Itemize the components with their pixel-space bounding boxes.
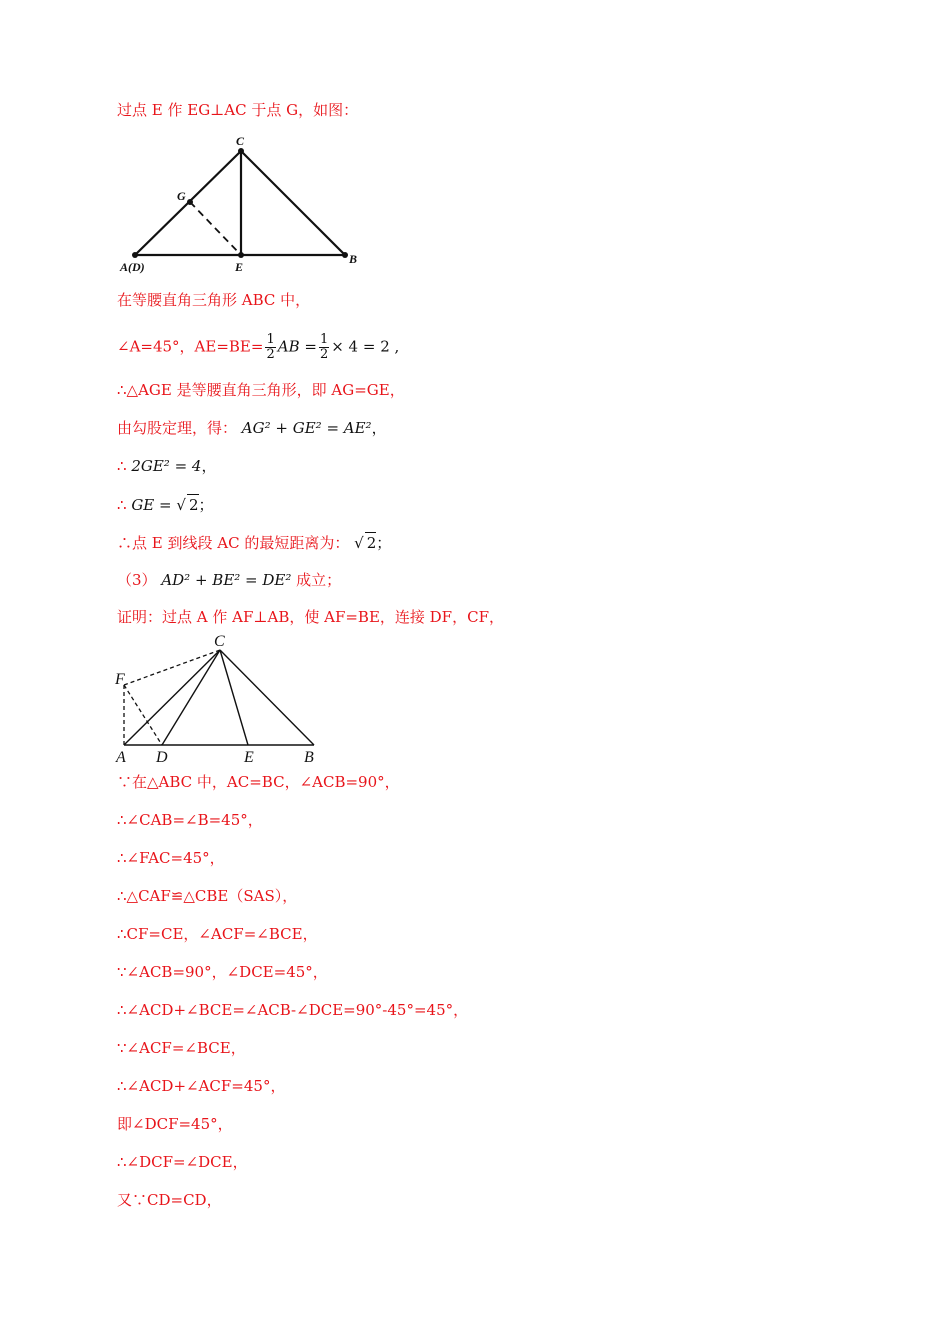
text-line-10: 证明：过点 A 作 AF⊥AB，使 AF=BE，连接 DF，CF， bbox=[117, 608, 504, 626]
ab-expr: AB = bbox=[277, 337, 317, 356]
label-c-2: C bbox=[214, 633, 225, 650]
pythagoras-expr: AG² + GE² = AE² bbox=[241, 419, 372, 437]
text-line-3 bbox=[117, 333, 399, 362]
label-a-2: A bbox=[116, 749, 126, 766]
figure-2-triangle bbox=[112, 630, 332, 770]
line3-text: ∠A=45°，AE=BE= bbox=[117, 337, 264, 356]
label-a-d: A(D) bbox=[120, 260, 145, 274]
eq-2ge: 2GE² = 4 bbox=[131, 457, 202, 475]
segment-fc-dashed bbox=[124, 650, 220, 685]
figure-1-triangle bbox=[115, 130, 375, 280]
text-line-19: ∴∠ACD+∠ACF=45°， bbox=[117, 1077, 286, 1095]
text-line-13: ∴∠FAC=45°， bbox=[117, 849, 225, 867]
text-line-12: ∴∠CAB=∠B=45°， bbox=[117, 811, 263, 829]
text-line-11: ∵在△ABC 中，AC=BC，∠ACB=90°， bbox=[117, 773, 400, 791]
text-line-21: ∴∠DCF=∠DCE， bbox=[117, 1153, 248, 1171]
label-e-2: E bbox=[244, 749, 254, 766]
sqrt-2-b: 2 bbox=[366, 534, 377, 552]
segment-fd-dashed bbox=[124, 685, 162, 745]
fraction-half-1: $\frac{1}{2}$ bbox=[266, 332, 275, 362]
sqrt-2-a: 2 bbox=[188, 496, 199, 514]
text-line-2: 在等腰直角三角形 ABC 中， bbox=[117, 291, 311, 309]
part3-expr: AD² + BE² = DE² bbox=[161, 571, 292, 589]
text-line-17: ∴∠ACD+∠BCE=∠ACB-∠DCE=90°-45°=45°， bbox=[117, 1001, 469, 1019]
ge-eq: GE = bbox=[131, 496, 172, 514]
label-b-2: B bbox=[304, 749, 314, 766]
text-line-16: ∵∠ACB=90°，∠DCE=45°， bbox=[117, 963, 328, 981]
segment-ac-2 bbox=[124, 650, 220, 745]
text-line-5: 由勾股定理，得： AG² + GE² = AE²， bbox=[117, 419, 387, 437]
times-expr: × 4 = 2 , bbox=[331, 337, 400, 356]
text-line-6: ∴ 2GE² = 4， bbox=[117, 457, 217, 475]
fraction-half-2: $\frac{1}{2}$ bbox=[319, 332, 329, 362]
label-g: G bbox=[177, 189, 186, 203]
text-line-18: ∵∠ACF=∠BCE， bbox=[117, 1039, 246, 1057]
text-line-8: ∴点 E 到线段 AC 的最短距离为： √ 2； bbox=[117, 534, 392, 552]
label-b: B bbox=[349, 252, 358, 266]
text-line-7: ∴ GE = √ 2； bbox=[117, 496, 214, 514]
segment-ge-dashed bbox=[190, 202, 241, 255]
label-f: F bbox=[115, 671, 125, 688]
label-e: E bbox=[235, 260, 244, 274]
text-line-14: ∴△CAF≌△CBE（SAS）， bbox=[117, 887, 298, 905]
segment-cd bbox=[162, 650, 220, 745]
segment-cb bbox=[241, 151, 345, 255]
text-line-22: 又∵CD=CD， bbox=[117, 1191, 222, 1209]
label-d: D bbox=[156, 749, 168, 766]
text-line-20: 即∠DCF=45°， bbox=[117, 1115, 233, 1133]
label-c: C bbox=[236, 134, 245, 148]
text-line-15: ∴CF=CE，∠ACF=∠BCE， bbox=[117, 925, 318, 943]
text-line-1: 过点 E 作 EG⊥AC 于点 G，如图： bbox=[117, 101, 359, 119]
text-line-9: （3） AD² + BE² = DE² 成立； bbox=[117, 571, 342, 589]
text-line-4: ∴△AGE 是等腰直角三角形，即 AG=GE， bbox=[117, 381, 405, 399]
